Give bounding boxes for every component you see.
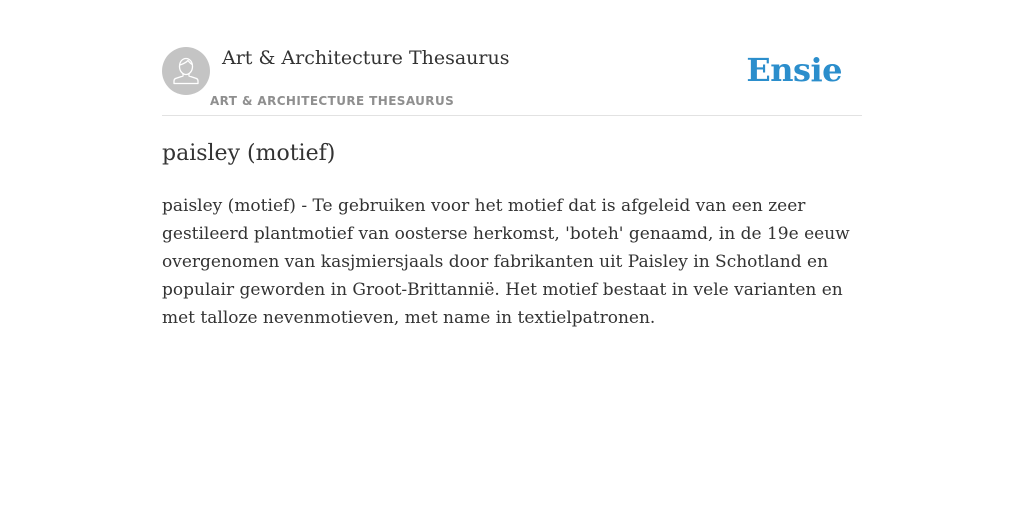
author-name-link[interactable]: Art & Architecture Thesaurus — [222, 47, 510, 69]
entry-header — [162, 0, 862, 116]
entry-container — [162, 0, 862, 328]
entry-title: paisley (motief) — [162, 141, 336, 166]
source-label: ART & ARCHITECTURE THESAURUS — [210, 94, 455, 108]
user-outline-icon — [162, 47, 210, 95]
author-avatar[interactable] — [162, 47, 210, 95]
ensie-logo[interactable]: Ensie — [746, 51, 842, 89]
entry-definition: paisley (motief) - Te gebruiken voor het motief dat is afgeleid van een zeer gestileerd plantmotief van oosterse herkomst, 'boteh' genaamd, in de 19e eeuw overgenomen van kasjmiersjaals door fabrikanten uit Paisley in Schotland en populair geworden in Groot-Brittannië. Het motief bestaat in vele varianten en met talloze nevenmotieven, met name in textielpatronen. — [162, 196, 850, 328]
